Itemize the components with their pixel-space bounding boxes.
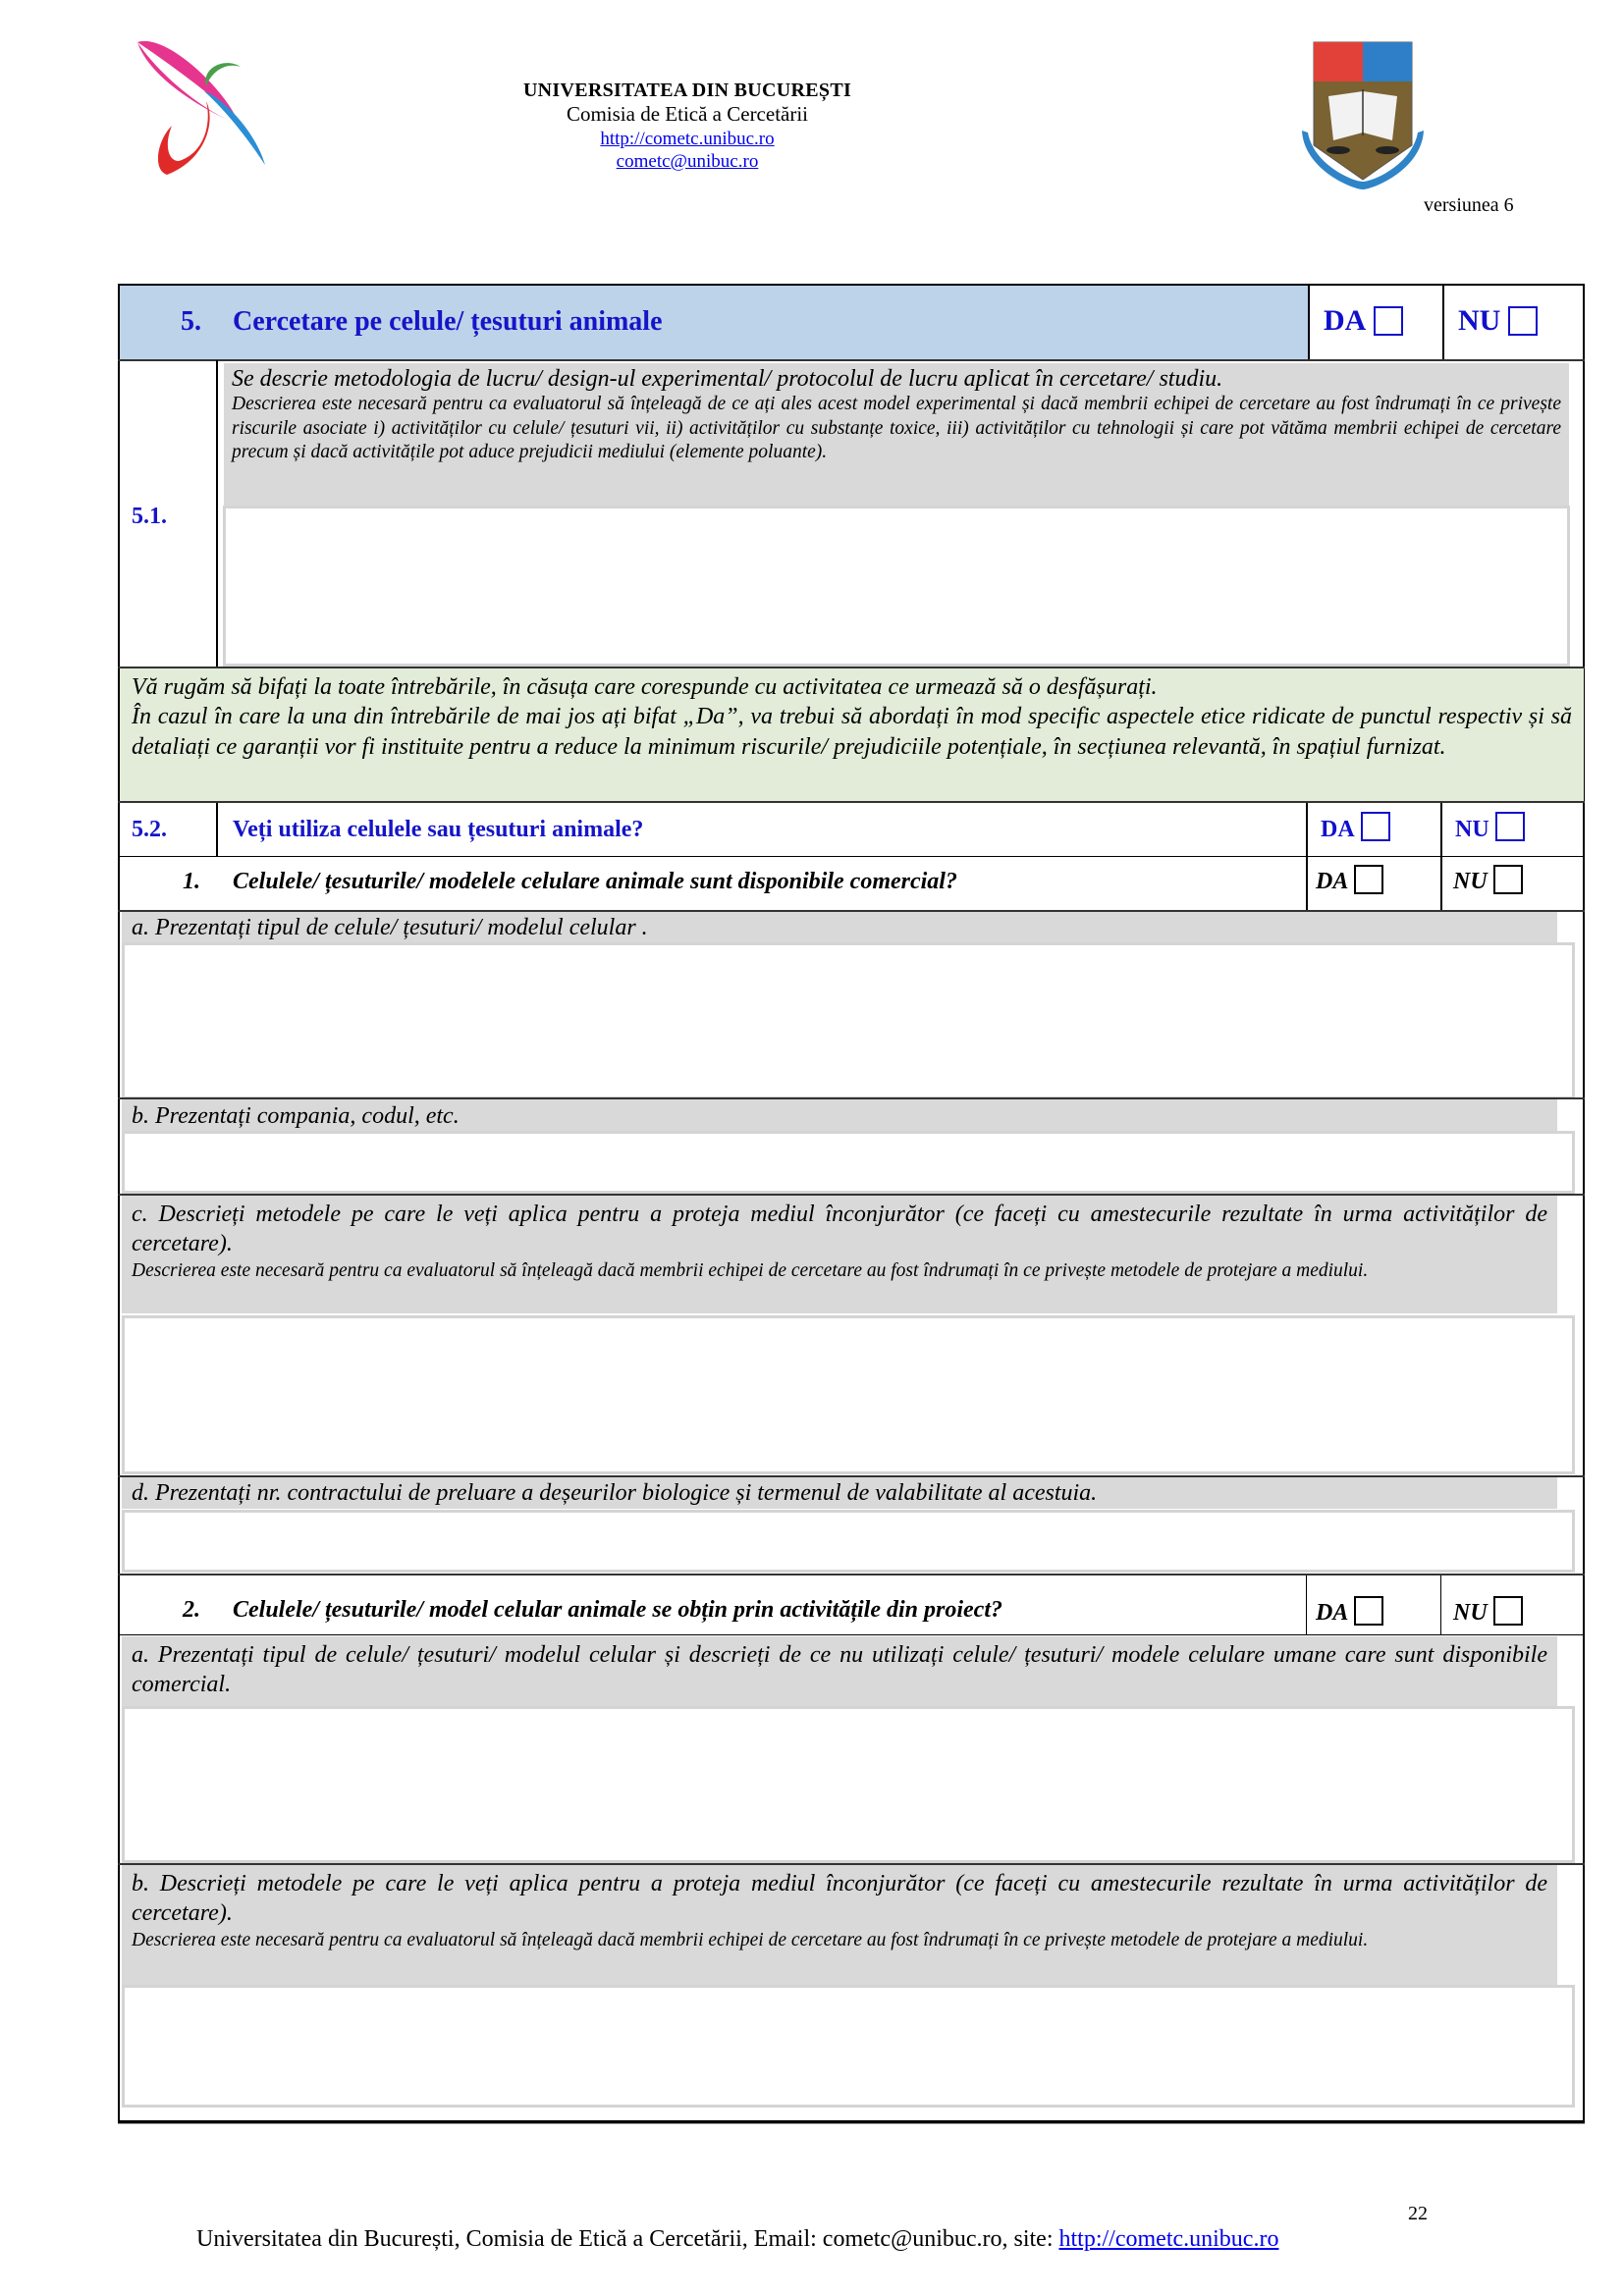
sub2-no-checkbox[interactable] — [1493, 1596, 1523, 1626]
no-label: NU — [1453, 1600, 1488, 1626]
section-title: Cercetare pe celule/ țesuturi animale — [233, 306, 663, 337]
sub1-no-option[interactable] — [1453, 869, 1523, 895]
commission-name: Comisia de Etică a Cercetării — [566, 102, 809, 127]
sub1-question: Celulele/ țesuturile/ modelele celulare animale sunt disponibile comercial? — [233, 869, 957, 894]
section-no-checkbox[interactable] — [1508, 306, 1538, 336]
row-divider — [118, 1574, 1585, 1575]
q52-number: 5.2. — [132, 817, 167, 842]
divider — [1308, 286, 1310, 360]
sub1-d-label: d. Prezentați nr. contractului de preluare a deșeurilor biologice și termenul de valabilitate al acestuia. — [122, 1477, 1557, 1509]
sub1-yes-checkbox[interactable] — [1354, 865, 1383, 894]
sub1-number: 1. — [183, 869, 200, 894]
version-label: versiunea 6 — [1424, 194, 1514, 216]
coat-of-arms-icon — [1294, 32, 1432, 194]
sub2-yes-checkbox[interactable] — [1354, 1596, 1383, 1626]
sub1-c-block — [122, 1196, 1557, 1313]
instructions-block — [120, 668, 1584, 801]
section-yes-option[interactable] — [1324, 304, 1403, 338]
sub2-yes-option[interactable] — [1316, 1600, 1383, 1627]
email-link[interactable]: cometc@unibuc.ro — [616, 151, 759, 173]
sub2-b-description: Descrierea este necesară pentru ca evaluatorul să înțeleagă dacă membrii echipei de cercetare au fost îndrumați în ce privește metodele de protejare a mediului. — [132, 1930, 1369, 1950]
divider — [1306, 803, 1308, 911]
q52-yes-option[interactable] — [1321, 817, 1390, 843]
divider — [1442, 286, 1444, 360]
sub1-c-description: Descrierea este necesară pentru ca evaluatorul să înțeleagă dacă membrii echipei de cercetare au fost îndrumați în ce privește metodele de protejare a mediului. — [132, 1260, 1369, 1281]
instructions-line1: Vă rugăm să bifați la toate întrebările, în căsuța care corespunde cu activitatea ce urmează să o desfășurați. — [132, 674, 1158, 700]
sub1-no-checkbox[interactable] — [1493, 865, 1523, 894]
sub2-b-answer-field[interactable] — [122, 1985, 1575, 2108]
website-link[interactable]: http://cometc.unibuc.ro — [600, 129, 775, 149]
yes-label: DA — [1316, 869, 1349, 894]
sub1-c-label: c. Descrieți metodele pe care le veți aplica pentru a proteja mediul înconjurător (ce faceți cu amestecurile rezultate în urma activităților de cercetare). — [132, 1201, 1547, 1256]
sub2-a-label: a. Prezentați tipul de celule/ țesuturi/ modelul celular și descrieți de ce nu utilizați celule/ țesuturi/ modele celulare umane care sunt disponibile comercial. — [132, 1642, 1547, 1697]
no-label: NU — [1453, 869, 1488, 894]
yes-label: DA — [1324, 304, 1367, 337]
sub1-yes-option[interactable] — [1316, 869, 1383, 895]
yes-label: DA — [1321, 817, 1355, 842]
university-crest — [1294, 32, 1432, 194]
row-divider — [118, 359, 1585, 361]
q51-description: Descrierea este necesară pentru ca evaluatorul să înțeleagă de ce ați ales acest model experimental și dacă membrii echipei de cercetare au fost îndrumați în ce privește riscurile asociate i) activităților cu celule/ țesuturi vii, ii) activităților cu substanțe toxice, iii) activităților cu tehnologii și care pot vătăma membrii echipei de cercetare precum și dacă activitățile pot aduce prejudicii mediului (elemente poluante). — [232, 394, 1561, 462]
footer-site-link[interactable]: http://cometc.unibuc.ro — [1058, 2226, 1279, 2252]
sub1-b-answer-field[interactable] — [122, 1131, 1575, 1194]
sub2-question: Celulele/ țesuturile/ model celular animale se obțin prin activitățile din proiect? — [233, 1597, 1002, 1623]
sub1-a-answer-field[interactable] — [122, 942, 1575, 1099]
q51-number: 5.1. — [132, 504, 167, 529]
section-no-option[interactable] — [1458, 304, 1538, 338]
q51-answer-field[interactable] — [223, 506, 1570, 667]
row-divider — [118, 1634, 1585, 1635]
q51-prompt-block — [224, 363, 1569, 507]
sub1-d-answer-field[interactable] — [122, 1510, 1575, 1573]
footer-text: Universitatea din București, Comisia de Etică a Cercetării, Email: cometc@unibuc.ro, site: — [196, 2226, 1059, 2252]
university-name: UNIVERSITATEA DIN BUCUREȘTI — [522, 80, 852, 101]
swirl-logo-icon — [128, 32, 285, 175]
no-label: NU — [1458, 304, 1501, 337]
row-divider — [118, 801, 1585, 803]
sub1-c-answer-field[interactable] — [122, 1315, 1575, 1474]
section-yes-checkbox[interactable] — [1374, 306, 1403, 336]
q52-no-checkbox[interactable] — [1495, 812, 1525, 841]
frame-bottom-border — [118, 2120, 1585, 2124]
instructions-line2: În cazul în care la una din întrebările de mai jos ați bifat „Da”, va trebui să abordați în mod specific aspectele etice ridicate de punctul respectiv și să detaliați ce garanții vor fi instituite pentru a reduce la minimum riscurile/ prejudiciile potențiale, în secțiunea relevantă, în spațiul furnizat. — [132, 704, 1572, 760]
row-divider — [118, 856, 1585, 857]
q52-yes-checkbox[interactable] — [1361, 812, 1390, 841]
sub1-a-label: a. Prezentați tipul de celule/ țesuturi/ modelul celular . — [122, 912, 1557, 945]
no-label: NU — [1455, 817, 1489, 842]
footer — [196, 2226, 1278, 2253]
sub2-a-answer-field[interactable] — [122, 1706, 1575, 1863]
divider — [1440, 1575, 1441, 1634]
sub2-no-option[interactable] — [1453, 1600, 1523, 1627]
divider — [216, 360, 218, 667]
sub2-a-block — [122, 1636, 1557, 1707]
sub2-b-label: b. Descrieți metodele pe care le veți aplica pentru a proteja mediul înconjurător (ce faceți cu amestecurile rezultate în urma activităților de cercetare). — [132, 1871, 1547, 1926]
q51-prompt: Se descrie metodologia de lucru/ design-ul experimental/ protocolul de lucru aplicat în cercetare/ studiu. — [232, 366, 1223, 392]
divider — [1440, 803, 1442, 911]
divider — [1306, 1575, 1307, 1634]
q52-question: Veți utiliza celulele sau țesuturi animale? — [233, 817, 644, 842]
page-number: 22 — [1408, 2203, 1428, 2224]
frame-right-border — [1583, 284, 1585, 2124]
divider — [216, 803, 218, 857]
yes-label: DA — [1316, 1600, 1349, 1626]
sub2-number: 2. — [183, 1597, 200, 1623]
cometc-logo — [128, 32, 285, 175]
sub2-b-block — [122, 1865, 1557, 1985]
header-block — [432, 79, 943, 173]
sub1-b-label: b. Prezentați compania, codul, etc. — [122, 1099, 1557, 1133]
section-number: 5. — [181, 306, 201, 337]
q52-no-option[interactable] — [1455, 817, 1525, 843]
